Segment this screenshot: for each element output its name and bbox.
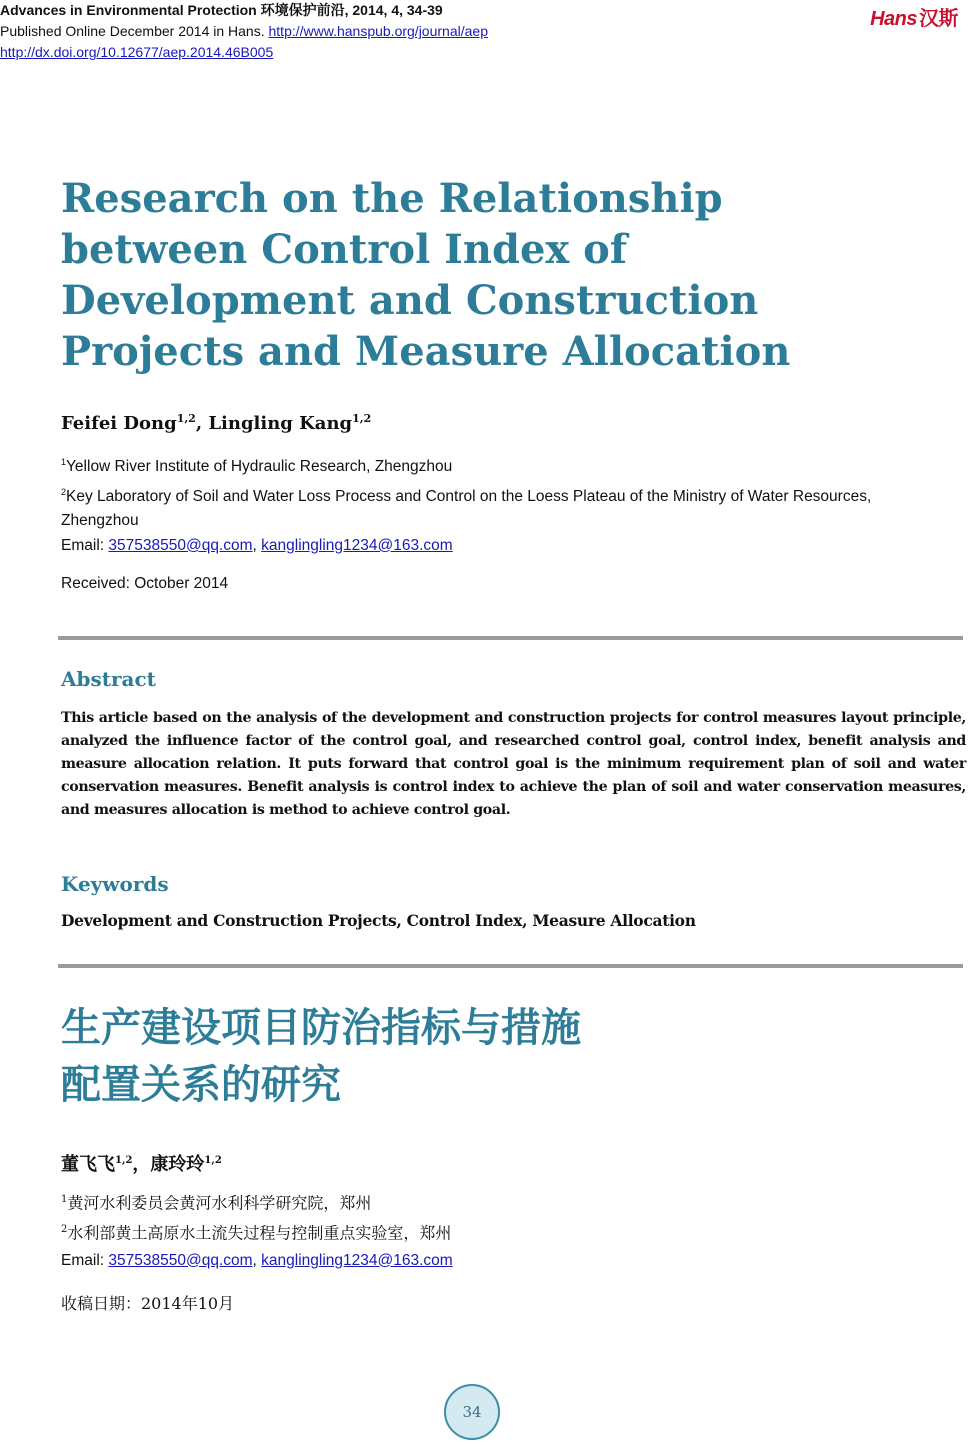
page-number: 34 xyxy=(444,1384,500,1440)
journal-line: Advances in Environmental Protection 环境保护前沿, 2014, 4, 34-39 xyxy=(0,2,443,18)
author-sup: 1,2 xyxy=(352,412,372,425)
doi-link[interactable]: http://dx.doi.org/10.12677/aep.2014.46B005 xyxy=(0,44,274,60)
email-link-1[interactable]: 357538550@qq.com xyxy=(108,1251,253,1269)
chinese-authors xyxy=(61,1150,222,1176)
english-affiliations xyxy=(61,450,941,558)
logo-cn: 汉斯 xyxy=(919,8,958,30)
received-date: Received: October 2014 xyxy=(61,575,229,592)
chinese-received-date: 收稿日期：2014年10月 xyxy=(61,1294,235,1313)
affiliation-1: $^1$黄河水利委员会黄河水利科学研究院，郑州 xyxy=(61,1193,372,1213)
english-title: Research on the Relationship between Control Index of Development and Construction Projects and Measure Allocation xyxy=(61,175,791,375)
email-link-2[interactable]: kanglingling1234@163.com xyxy=(261,1251,453,1269)
author-separator: ， xyxy=(132,1154,151,1175)
email-line: Email: 357538550@qq.com, kanglingling1234@163.com xyxy=(61,536,453,554)
published-line xyxy=(0,21,968,42)
divider xyxy=(58,964,963,968)
author-name: Lingling Kang xyxy=(208,413,353,434)
english-authors xyxy=(61,412,371,434)
author-name: 董飞飞 xyxy=(61,1154,115,1175)
affiliation-1: $^1$Yellow River Institute of Hydraulic Research, Zhengzhou xyxy=(61,457,453,476)
abstract-body: This article based on the analysis of the development and construction projects for control measures layout principle, analyzed the influence factor of the control goal, and researched control goal, control index, benefit analysis and measure allocation relation. It puts forward that control goal is the minimum requirement plan of soil and water conservation measures. Benefit analysis is control index to achieve the plan of soil and water conservation measures, and measures allocation is method to achieve control goal. xyxy=(61,710,966,818)
published-prefix: Published Online December 2014 in Hans. xyxy=(0,23,269,39)
author-name: Feifei Dong xyxy=(61,413,177,434)
abstract-heading: Abstract xyxy=(61,667,156,691)
logo-en: Hans xyxy=(870,8,917,30)
email-link-1[interactable]: 357538550@qq.com xyxy=(108,536,253,554)
author-sup: 1,2 xyxy=(115,1155,133,1166)
hans-logo xyxy=(870,2,958,31)
author-sup: 1,2 xyxy=(176,412,196,425)
chinese-title: 生产建设项目防治指标与措施 配置关系的研究 xyxy=(61,1005,581,1108)
affiliation-2: $^2$Key Laboratory of Soil and Water Loss Process and Control on the Loess Plateau of the Ministry of Water Resources, Zhengzhou xyxy=(61,486,872,530)
keywords-body: Development and Construction Projects, Control Index, Measure Allocation xyxy=(61,911,696,930)
chinese-affiliations xyxy=(61,1186,453,1274)
divider xyxy=(58,636,963,640)
email-line: Email: 357538550@qq.com, kanglingling1234@163.com xyxy=(61,1251,453,1269)
email-link-2[interactable]: kanglingling1234@163.com xyxy=(261,536,453,554)
keywords-heading: Keywords xyxy=(61,872,169,896)
journal-link[interactable]: http://www.hanspub.org/journal/aep xyxy=(268,23,488,39)
author-name: 康玲玲 xyxy=(150,1154,205,1175)
affiliation-2: $^2$水利部黄土高原水土流失过程与控制重点实验室，郑州 xyxy=(61,1223,452,1243)
author-separator: , xyxy=(195,413,209,434)
author-sup: 1,2 xyxy=(204,1155,222,1166)
page-header xyxy=(0,0,968,66)
